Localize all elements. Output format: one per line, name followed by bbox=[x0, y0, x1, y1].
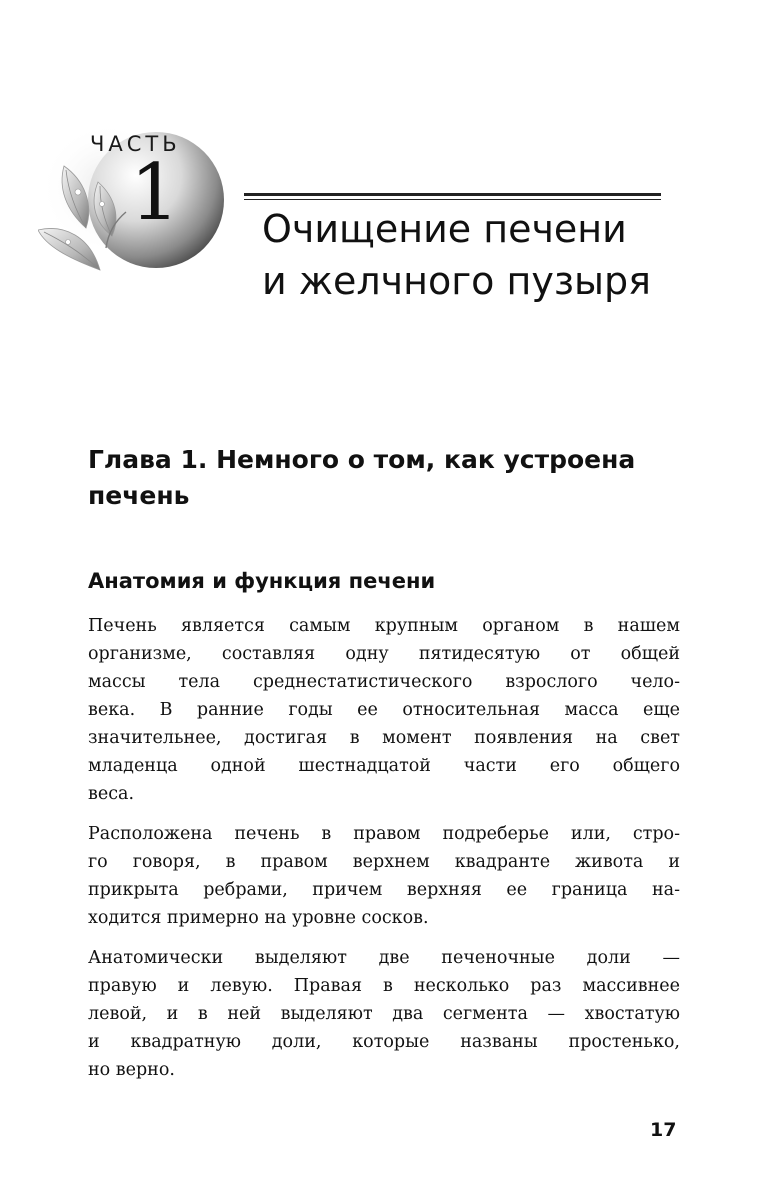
text-line: организме, составляя одну пятидесятую от общей bbox=[88, 644, 680, 664]
text-line: века. В ранние годы ее относительная масса еще bbox=[88, 700, 680, 720]
part-title-line: Очищение печени bbox=[262, 207, 627, 251]
paragraph bbox=[88, 944, 680, 1084]
paragraph bbox=[88, 820, 680, 932]
part-title-line: и желчного пузыря bbox=[262, 259, 652, 303]
part-number: 1 bbox=[130, 148, 180, 238]
title-rule bbox=[244, 193, 661, 200]
text-line: го говоря, в правом верхнем квадранте живота и bbox=[88, 852, 680, 872]
text-line: Печень является самым крупным органом в нашем bbox=[88, 616, 680, 636]
chapter-title-line: Глава 1. Немного о том, как устроена bbox=[88, 445, 636, 474]
text-line: ходится примерно на уровне сосков. bbox=[88, 908, 429, 928]
text-line: Расположена печень в правом подреберье или, стро- bbox=[88, 824, 680, 844]
part-title bbox=[262, 203, 742, 307]
text-line: правую и левую. Правая в несколько раз массивнее bbox=[88, 976, 680, 996]
text-line: Анатомически выделяют две печеночные доли — bbox=[88, 948, 680, 968]
section-title: Анатомия и функция печени bbox=[88, 569, 436, 593]
text-line: массы тела среднестатистического взрослого чело- bbox=[88, 672, 680, 692]
chapter-title bbox=[88, 442, 688, 514]
text-line: веса. bbox=[88, 784, 135, 804]
text-line: но верно. bbox=[88, 1060, 175, 1080]
part-emblem bbox=[38, 118, 228, 278]
text-line: и квадратную доли, которые названы простенько, bbox=[88, 1032, 680, 1052]
text-line: прикрыта ребрами, причем верхняя ее граница на- bbox=[88, 880, 680, 900]
page-number: 17 bbox=[650, 1119, 677, 1141]
chapter-title-line: печень bbox=[88, 481, 190, 510]
paragraph bbox=[88, 612, 680, 808]
text-line: левой, и в ней выделяют два сегмента — хвостатую bbox=[88, 1004, 680, 1024]
part-label: ЧАСТЬ bbox=[90, 132, 181, 156]
text-line: значительнее, достигая в момент появления на свет bbox=[88, 728, 680, 748]
text-line: младенца одной шестнадцатой части его общего bbox=[88, 756, 680, 776]
body-text bbox=[88, 612, 680, 1096]
